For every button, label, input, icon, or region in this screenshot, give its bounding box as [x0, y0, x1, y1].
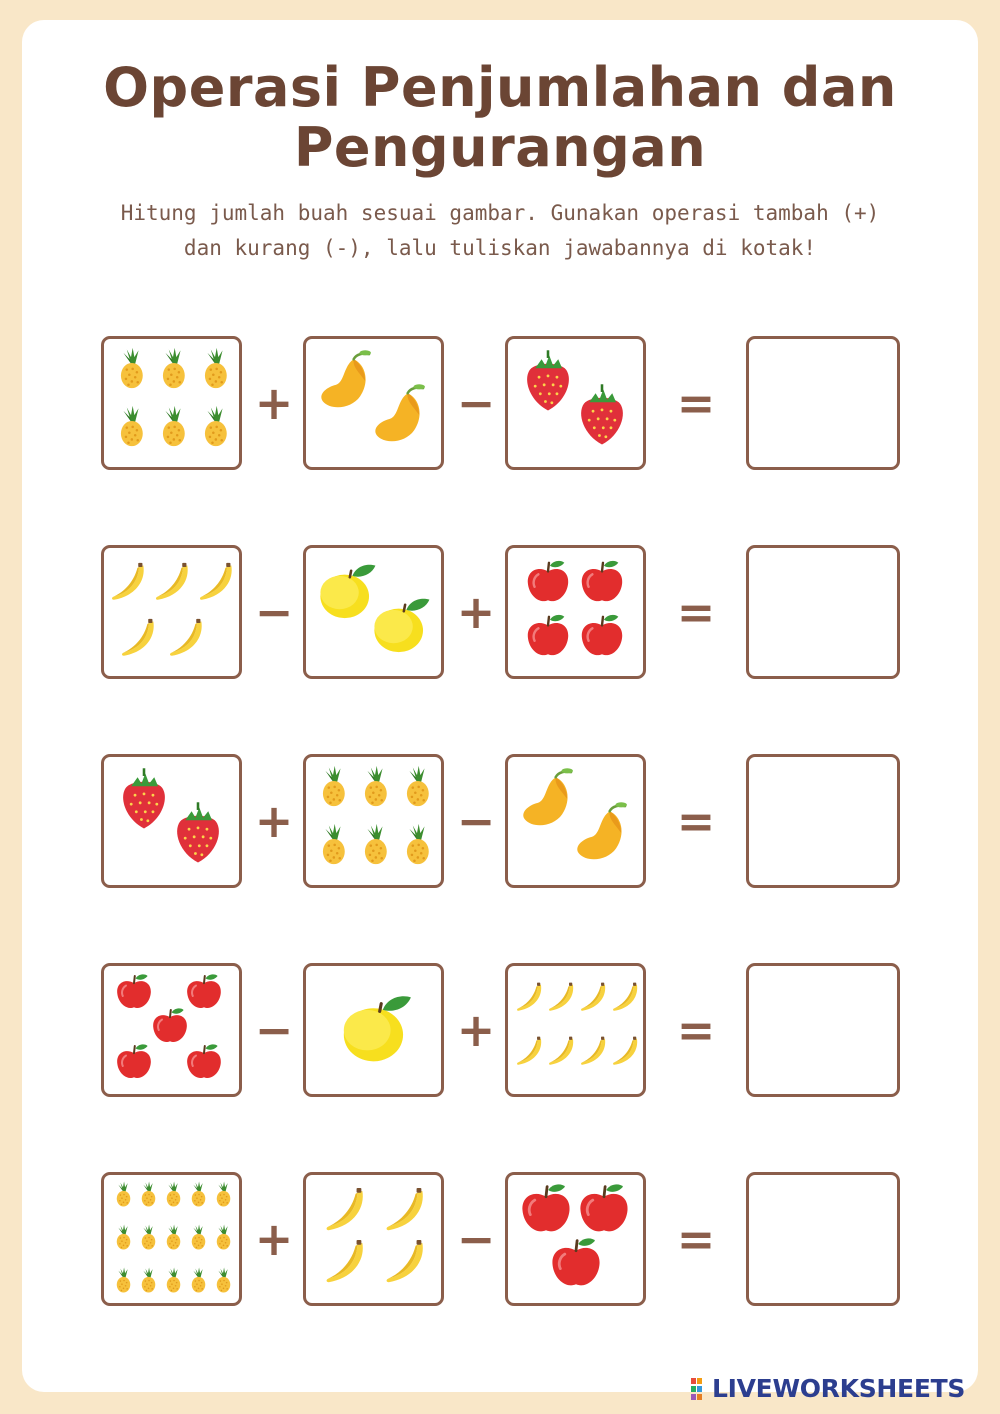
answer-box[interactable] — [746, 545, 900, 679]
pineapple-icon — [121, 348, 143, 388]
equals-sign: = — [676, 1212, 716, 1266]
lemon-icon — [374, 599, 429, 652]
banana-icon — [327, 1188, 363, 1230]
apple-icon — [582, 615, 622, 655]
fruit-box — [505, 754, 646, 888]
pineapple-icon — [192, 1225, 206, 1250]
fruit-box — [101, 754, 242, 888]
pineapple-icon — [192, 1268, 206, 1293]
banana-icon — [387, 1240, 423, 1282]
fruit-box — [505, 336, 646, 470]
plus-sign: + — [254, 376, 294, 430]
instruction-text: Hitung jumlah buah sesuai gambar. Gunakan operasi tambah (+) dan kurang (-), lalu tuliskan jawabannya di kotak! — [120, 201, 880, 260]
pineapple-icon — [117, 1182, 131, 1207]
pineapple-icon — [323, 824, 345, 864]
banana-icon — [581, 983, 605, 1011]
pineapple-icon — [163, 406, 185, 446]
pineapple-icon — [117, 1225, 131, 1250]
banana-icon — [200, 563, 232, 600]
banana-icon — [549, 983, 573, 1011]
apple-icon — [187, 974, 221, 1008]
pineapple-icon — [167, 1225, 181, 1250]
banana-icon — [613, 1037, 637, 1065]
mango-icon — [321, 350, 371, 407]
pineapple-icon — [142, 1182, 156, 1207]
mango-icon — [523, 768, 573, 825]
banana-icon — [122, 619, 154, 656]
answer-box[interactable] — [746, 336, 900, 470]
pineapple-icon — [365, 766, 387, 806]
pineapple-icon — [192, 1182, 206, 1207]
strawberry-icon — [177, 802, 219, 862]
fruit-box — [505, 545, 646, 679]
minus-sign: − — [456, 376, 496, 430]
pineapple-icon — [323, 766, 345, 806]
pineapple-icon — [142, 1225, 156, 1250]
equals-sign: = — [676, 376, 716, 430]
exercise-row — [0, 336, 1000, 472]
equals-sign: = — [676, 585, 716, 639]
pineapple-icon — [217, 1225, 231, 1250]
mango-icon — [577, 802, 627, 859]
fruit-box — [101, 963, 242, 1097]
banana-icon — [156, 563, 188, 600]
fruit-box — [303, 1172, 444, 1306]
banana-icon — [387, 1188, 423, 1230]
lemon-icon — [344, 996, 411, 1061]
exercise-row — [0, 963, 1000, 1099]
fruit-box — [505, 1172, 646, 1306]
fruit-box — [303, 754, 444, 888]
pineapple-icon — [121, 406, 143, 446]
apple-icon — [528, 561, 568, 601]
apple-icon — [117, 974, 151, 1008]
minus-sign: − — [254, 585, 294, 639]
fruit-box — [101, 545, 242, 679]
fruit-box — [303, 545, 444, 679]
pineapple-icon — [205, 406, 227, 446]
apple-icon — [582, 561, 622, 601]
pineapple-icon — [205, 348, 227, 388]
strawberry-icon — [581, 384, 623, 444]
banana-icon — [517, 1037, 541, 1065]
plus-sign: + — [254, 794, 294, 848]
page-title: Operasi Penjumlahan dan Pengurangan — [103, 56, 897, 179]
strawberry-icon — [527, 350, 569, 410]
fruit-box — [101, 1172, 242, 1306]
fruit-box — [303, 963, 444, 1097]
equals-sign: = — [676, 794, 716, 848]
pineapple-icon — [142, 1268, 156, 1293]
fruit-box — [303, 336, 444, 470]
banana-icon — [549, 1037, 573, 1065]
banana-icon — [170, 619, 202, 656]
minus-sign: − — [254, 1003, 294, 1057]
apple-icon — [117, 1044, 151, 1078]
fruit-box — [505, 963, 646, 1097]
lemon-icon — [320, 565, 375, 618]
pineapple-icon — [167, 1268, 181, 1293]
pineapple-icon — [117, 1268, 131, 1293]
apple-icon — [187, 1044, 221, 1078]
banana-icon — [517, 983, 541, 1011]
pineapple-icon — [217, 1182, 231, 1207]
pineapple-icon — [407, 766, 429, 806]
answer-box[interactable] — [746, 963, 900, 1097]
apple-icon — [528, 615, 568, 655]
minus-sign: − — [456, 794, 496, 848]
equals-sign: = — [676, 1003, 716, 1057]
exercise-row — [0, 1172, 1000, 1308]
banana-icon — [112, 563, 144, 600]
plus-sign: + — [456, 1003, 496, 1057]
pineapple-icon — [365, 824, 387, 864]
brand-name: LIVEWORKSHEETS — [712, 1374, 966, 1403]
apple-icon — [153, 1008, 187, 1042]
exercise-row — [0, 754, 1000, 890]
plus-sign: + — [254, 1212, 294, 1266]
banana-icon — [581, 1037, 605, 1065]
banana-icon — [613, 983, 637, 1011]
exercise-row — [0, 545, 1000, 681]
apple-icon — [580, 1184, 627, 1231]
minus-sign: − — [456, 1212, 496, 1266]
fruit-box — [101, 336, 242, 470]
pineapple-icon — [407, 824, 429, 864]
answer-box[interactable] — [746, 754, 900, 888]
banana-icon — [327, 1240, 363, 1282]
pineapple-icon — [163, 348, 185, 388]
liveworksheets-logo-icon — [690, 1377, 710, 1401]
strawberry-icon — [123, 768, 165, 828]
pineapple-icon — [167, 1182, 181, 1207]
mango-icon — [375, 384, 425, 441]
apple-icon — [522, 1184, 569, 1231]
answer-box[interactable] — [746, 1172, 900, 1306]
plus-sign: + — [456, 585, 496, 639]
pineapple-icon — [217, 1268, 231, 1293]
apple-icon — [552, 1238, 599, 1285]
brand-logo — [690, 1372, 990, 1406]
